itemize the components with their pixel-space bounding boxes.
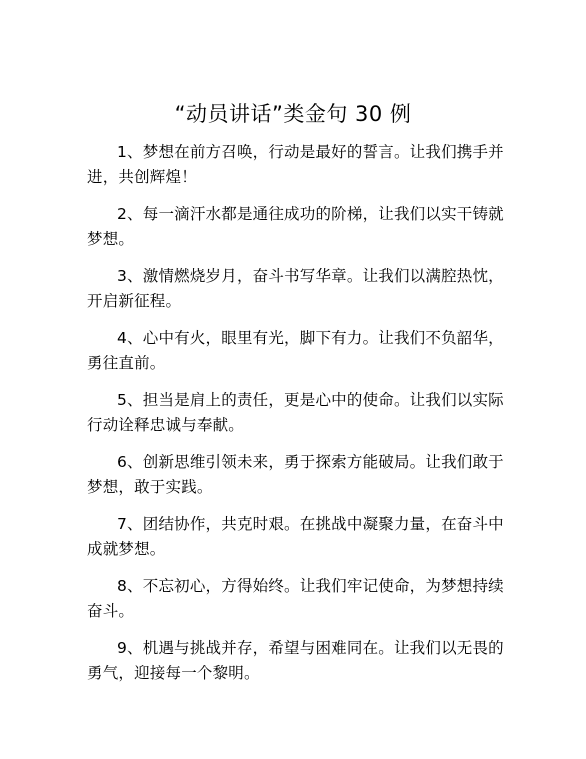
- list-item: 6、创新思维引领未来，勇于探索方能破局。让我们敢于梦想，敢于实践。: [87, 453, 504, 496]
- list-item: 5、担当是肩上的责任，更是心中的使命。让我们以实际行动诠释忠诚与奉献。: [87, 391, 504, 434]
- list-item: 9、机遇与挑战并存，希望与困难同在。让我们以无畏的勇气，迎接每一个黎明。: [87, 639, 504, 682]
- list-item: 7、团结协作，共克时艰。在挑战中凝聚力量，在奋斗中成就梦想。: [87, 515, 504, 558]
- list-item: 8、不忘初心，方得始终。让我们牢记使命，为梦想持续奋斗。: [87, 577, 504, 620]
- list-item: 3、激情燃烧岁月，奋斗书写华章。让我们以满腔热忱，开启新征程。: [87, 267, 504, 310]
- list-item: 4、心中有火，眼里有光，脚下有力。让我们不负韶华，勇往直前。: [87, 329, 504, 372]
- list-item: 1、梦想在前方召唤，行动是最好的誓言。让我们携手并进，共创辉煌！: [87, 143, 504, 186]
- quote-list: [87, 140, 507, 698]
- list-item: 2、每一滴汗水都是通往成功的阶梯，让我们以实干铸就梦想。: [87, 205, 504, 248]
- document-title: “动员讲话”类金句 30 例: [174, 102, 412, 126]
